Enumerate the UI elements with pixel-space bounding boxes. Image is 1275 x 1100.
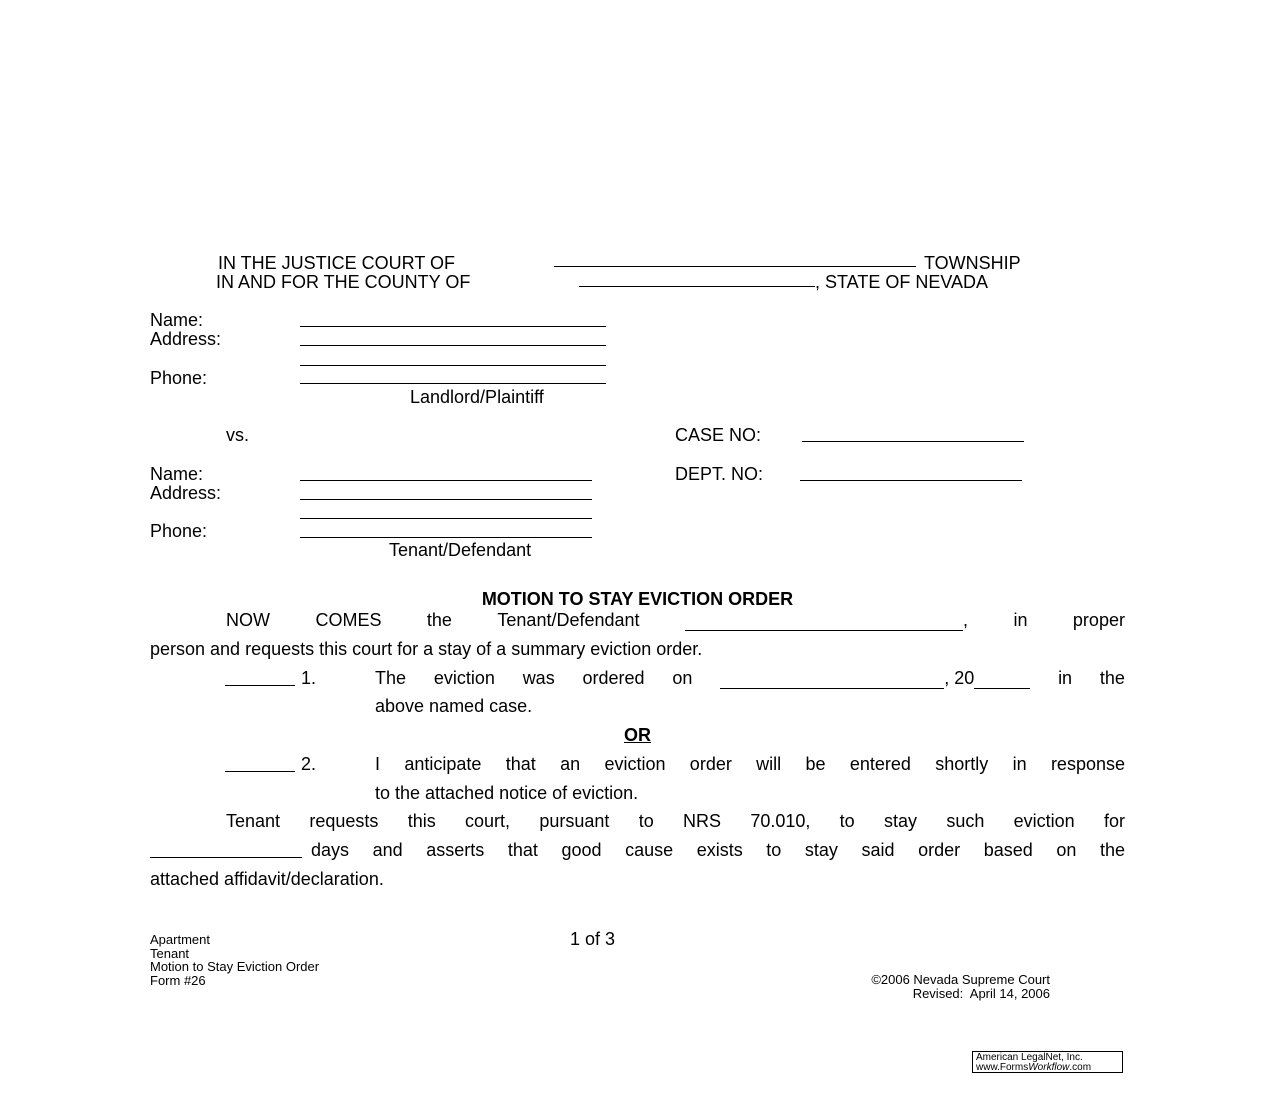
vendor-url-part: .com — [1069, 1062, 1092, 1073]
dept-no-field[interactable] — [800, 480, 1022, 481]
defendant-phone-field[interactable] — [300, 537, 592, 538]
request-line-3: attached affidavit/declaration. — [150, 869, 384, 889]
intro-word: COMES — [315, 610, 382, 630]
plaintiff-name-label: Name: — [150, 310, 204, 330]
vendor-url-part: www.Forms — [976, 1062, 1029, 1073]
footer-category: Apartment — [150, 932, 210, 947]
request-line-2: days and asserts that good cause exists to stay said order based on the — [311, 840, 1125, 860]
intro-word: the — [426, 610, 452, 630]
plaintiff-phone-label: Phone: — [150, 368, 208, 388]
plaintiff-address-field-2[interactable] — [300, 365, 606, 366]
defendant-address-field-2[interactable] — [300, 518, 592, 519]
intro-word: proper — [1072, 610, 1125, 630]
versus-label: vs. — [226, 425, 250, 445]
defendant-role-label: Tenant/Defendant — [389, 540, 532, 560]
eviction-year-blank[interactable] — [974, 671, 1030, 689]
option1-line-2: above named case. — [375, 696, 533, 716]
defendant-address-label: Address: — [150, 483, 222, 503]
option1-word: was — [522, 668, 555, 688]
defendant-phone-label: Phone: — [150, 521, 208, 541]
intro-line-2: person and requests this court for a stay of a summary eviction order. — [150, 639, 703, 659]
or-separator: OR — [624, 725, 651, 745]
court-caption-prefix: IN THE JUSTICE COURT OF — [218, 253, 456, 273]
request-line-1: Tenant requests this court, pursuant to NRS 70.010, to stay such eviction for — [226, 811, 1125, 831]
footer-copyright-block — [800, 973, 1050, 1001]
defendant-name-field[interactable] — [300, 480, 592, 481]
county-caption-prefix: IN AND FOR THE COUNTY OF — [216, 272, 471, 292]
defendant-name-label: Name: — [150, 464, 204, 484]
plaintiff-address-field-1[interactable] — [300, 345, 606, 346]
option1-word: the — [1099, 668, 1125, 688]
option2-line-2: to the attached notice of eviction. — [375, 783, 639, 803]
option2-number: 2. — [301, 754, 317, 774]
footer-revised: Revised: April 14, 2006 — [912, 986, 1050, 1001]
option1-word: The — [375, 668, 407, 688]
option1-word: on — [672, 668, 693, 688]
vendor-url-part: Workflow — [1028, 1062, 1070, 1073]
footer-form-info — [150, 933, 319, 987]
option2-line-1: I anticipate that an eviction order will be entered shortly in response — [375, 754, 1125, 774]
intro-word: in — [1013, 610, 1028, 630]
page-number: 1 of 3 — [570, 929, 616, 949]
intro-comma: , — [962, 610, 968, 630]
option1-number: 1. — [301, 668, 317, 688]
footer-form-number: Form #26 — [150, 972, 206, 988]
option1-check-blank[interactable] — [225, 685, 295, 686]
option1-year-prefix: , 20 — [944, 668, 975, 688]
tenant-name-blank[interactable] — [685, 613, 963, 631]
option1-word: ordered — [582, 668, 645, 688]
county-blank[interactable] — [579, 286, 815, 287]
case-no-field[interactable] — [802, 441, 1024, 442]
option1-word: eviction — [433, 668, 495, 688]
vendor-url — [976, 1063, 1119, 1073]
intro-word: Tenant/Defendant — [497, 610, 640, 630]
defendant-address-field-1[interactable] — [300, 499, 592, 500]
option1-line-1 — [375, 668, 1125, 689]
vendor-name: American LegalNet, Inc. — [976, 1052, 1083, 1063]
intro-line-1 — [226, 610, 1125, 631]
eviction-date-blank[interactable] — [720, 671, 944, 689]
township-blank[interactable] — [554, 266, 916, 267]
motion-title: MOTION TO STAY EVICTION ORDER — [481, 589, 794, 609]
option1-word: in — [1058, 668, 1073, 688]
footer-copyright: ©2006 Nevada Supreme Court — [871, 972, 1050, 987]
intro-word: NOW — [226, 610, 270, 630]
plaintiff-address-label: Address: — [150, 329, 222, 349]
dept-no-label: DEPT. NO: — [675, 464, 764, 484]
county-caption-suffix: , STATE OF NEVADA — [815, 272, 989, 292]
footer-form-title: Motion to Stay Eviction Order — [150, 959, 320, 974]
option2-check-blank[interactable] — [225, 771, 295, 772]
footer-subcategory: Tenant — [150, 945, 190, 961]
plaintiff-name-field[interactable] — [300, 326, 606, 327]
court-caption-township: TOWNSHIP — [924, 253, 1021, 273]
stay-days-blank[interactable] — [150, 857, 302, 858]
plaintiff-phone-field[interactable] — [300, 383, 606, 384]
case-no-label: CASE NO: — [675, 425, 762, 445]
plaintiff-role-label: Landlord/Plaintiff — [410, 387, 544, 407]
vendor-badge — [972, 1051, 1123, 1073]
